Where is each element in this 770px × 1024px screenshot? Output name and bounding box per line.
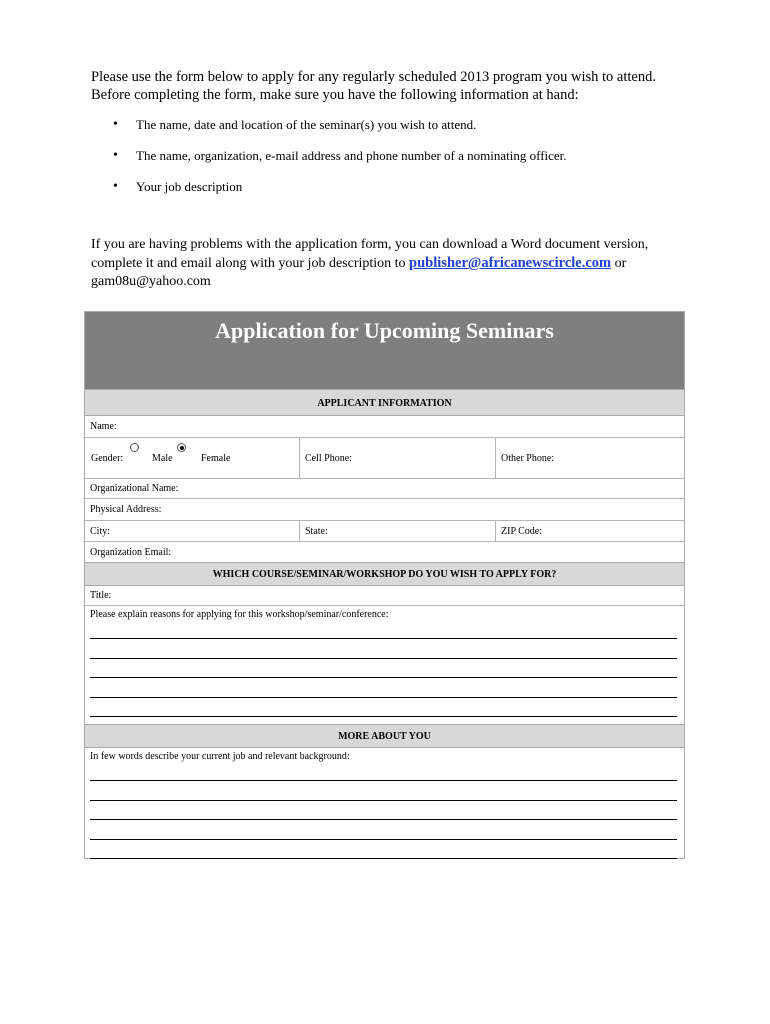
gender-field <box>85 438 299 478</box>
help-line-3: gam08u@yahoo.com <box>91 274 211 289</box>
answer-line <box>90 639 677 658</box>
physical-address-field[interactable] <box>85 499 684 520</box>
org-email-field[interactable] <box>85 542 684 562</box>
name-row <box>85 416 684 438</box>
physical-address-label: Physical Address: <box>90 504 162 515</box>
name-label: Name: <box>90 421 117 432</box>
intro-text <box>91 68 711 209</box>
section-header-about: MORE ABOUT YOU <box>85 724 684 748</box>
city-state-zip-row <box>85 521 684 542</box>
bullet-icon: • <box>113 117 118 132</box>
intro-line-1: Please use the form below to apply for any regularly scheduled 2013 program you wish to attend. <box>91 69 656 85</box>
gender-label: Gender: <box>91 453 124 464</box>
org-email-label: Organization Email: <box>90 546 172 558</box>
section-header-applicant: APPLICANT INFORMATION <box>85 389 684 416</box>
name-field[interactable] <box>85 416 684 437</box>
answer-line <box>90 678 677 697</box>
list-item: • Your job description <box>113 179 243 194</box>
title-row <box>85 586 684 606</box>
intro-line-2: Before completing the form, make sure you have the following information at hand: <box>91 87 579 103</box>
gender-female-radio[interactable] <box>177 443 186 452</box>
org-name-label: Organizational Name: <box>90 483 179 494</box>
answer-line <box>90 762 677 781</box>
answer-line <box>90 620 677 639</box>
address-row <box>85 499 684 521</box>
help-line-2: complete it and email along with your job description to publisher@africanewscircle.com or <box>91 255 627 271</box>
state-label: State: <box>305 525 328 537</box>
gender-male-radio[interactable] <box>130 443 139 452</box>
help-line-1: If you are having problems with the application form, you can download a Word document version, <box>91 237 649 252</box>
gender-phone-row <box>85 438 684 479</box>
reasons-field[interactable] <box>85 606 684 724</box>
answer-line <box>90 840 677 859</box>
state-field[interactable] <box>299 521 495 541</box>
answer-line <box>90 781 677 800</box>
answer-line <box>90 801 677 820</box>
form-title: Application for Upcoming Seminars <box>85 312 684 389</box>
zip-field[interactable] <box>495 521 684 541</box>
bullet-icon: • <box>113 179 118 194</box>
city-label: City: <box>90 525 111 537</box>
list-item: • The name, organization, e-mail address and phone number of a nominating officer. <box>113 148 567 163</box>
email-link[interactable]: publisher@africanewscircle.com <box>409 255 612 271</box>
help-text <box>91 236 711 291</box>
other-phone-field[interactable] <box>495 438 684 478</box>
cell-phone-label: Cell Phone: <box>305 453 352 464</box>
city-field[interactable] <box>85 521 299 541</box>
gender-female-label: Female <box>201 453 231 464</box>
zip-label: ZIP Code: <box>501 525 543 537</box>
application-form <box>84 311 685 859</box>
requirements-list <box>91 116 711 209</box>
course-title-field[interactable] <box>85 586 684 605</box>
gender-male-label: Male <box>152 453 173 464</box>
org-email-row <box>85 542 684 562</box>
answer-line <box>90 659 677 678</box>
org-name-row <box>85 479 684 499</box>
section-header-course: WHICH COURSE/SEMINAR/WORKSHOP DO YOU WISH TO APPLY FOR? <box>85 562 684 586</box>
reasons-label: Please explain reasons for applying for this workshop/seminar/conference: <box>90 609 389 620</box>
answer-line <box>90 698 677 717</box>
answer-line <box>90 820 677 839</box>
list-item: • The name, date and location of the seminar(s) you wish to attend. <box>113 117 477 132</box>
other-phone-label: Other Phone: <box>501 453 555 464</box>
cell-phone-field[interactable] <box>299 438 495 478</box>
job-description-field[interactable] <box>85 748 684 868</box>
course-title-label: Title: <box>90 590 112 601</box>
job-description-label: In few words describe your current job and relevant background: <box>90 751 350 762</box>
bullet-icon: • <box>113 148 118 163</box>
org-name-field[interactable] <box>85 479 684 498</box>
